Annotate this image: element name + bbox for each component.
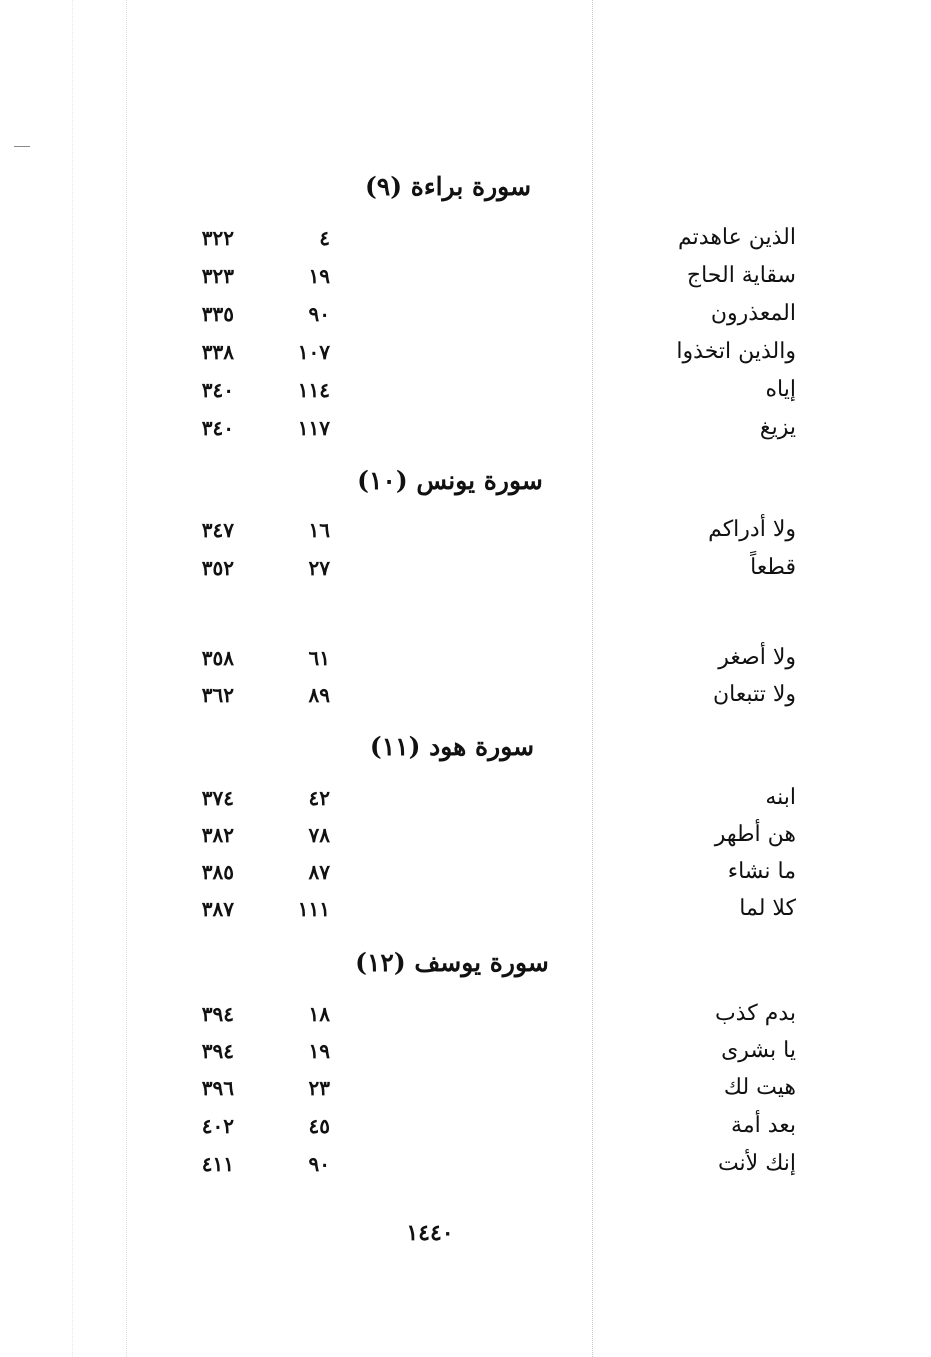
page-reference: ٣٨٢ (201, 823, 234, 847)
index-row (180, 782, 800, 818)
page-reference: ٣٢٣ (201, 264, 234, 288)
page-reference: ٣٥٢ (201, 556, 234, 580)
index-row (180, 260, 800, 296)
scan-mark (14, 146, 30, 147)
page-reference: ٣٣٨ (201, 340, 234, 364)
index-word: ولا أصغر (718, 645, 796, 670)
verse-number: ١١٤ (297, 378, 330, 402)
index-word: هيت لك (723, 1075, 796, 1100)
page-reference: ٤٠٢ (201, 1114, 234, 1138)
page-reference: ٣٧٤ (201, 786, 234, 810)
index-row (180, 679, 800, 715)
index-row (180, 1110, 800, 1146)
verse-number: ١٨ (308, 1002, 330, 1026)
index-row (180, 856, 800, 892)
index-word: بعد أمة (731, 1113, 796, 1138)
index-word: يا بشرى (721, 1038, 796, 1063)
page-reference: ٣٢٢ (201, 226, 234, 250)
verse-number: ٢٣ (308, 1076, 330, 1100)
page-reference: ٣٨٧ (201, 897, 234, 921)
index-row (180, 514, 800, 550)
section-title: سورة براءة (٩) (364, 172, 532, 201)
index-word: ولا أدراكم (708, 517, 796, 542)
index-word: بدم كذب (714, 1001, 796, 1026)
scan-dotted-line (72, 0, 73, 1357)
index-word: والذين اتخذوا (676, 339, 796, 364)
page-reference: ٣٨٥ (201, 860, 234, 884)
index-row (180, 998, 800, 1034)
verse-number: ٨٧ (308, 860, 330, 884)
page-number: ١٤٤٠ (406, 1220, 454, 1246)
section-title: سورة هود (١١) (369, 732, 535, 761)
page-reference: ٣٥٨ (201, 646, 234, 670)
index-row (180, 552, 800, 588)
verse-number: ٨٩ (308, 683, 330, 707)
verse-number: ٢٧ (308, 556, 330, 580)
page-reference: ٣٤٠ (201, 378, 234, 402)
verse-number: ١١١ (297, 897, 330, 921)
page-reference: ٣٩٦ (201, 1076, 234, 1100)
verse-number: ٤٢ (308, 786, 330, 810)
index-row (180, 1148, 800, 1184)
index-word: المعذرون (710, 301, 796, 326)
index-row (180, 1072, 800, 1108)
index-row (180, 336, 800, 372)
index-word: ابنه (765, 785, 796, 810)
index-row (180, 222, 800, 258)
verse-number: ٦١ (308, 646, 330, 670)
scan-dotted-line (126, 0, 127, 1357)
section-title: سورة يوسف (١٢) (355, 948, 549, 977)
verse-number: ٤ (319, 226, 330, 250)
verse-number: ١٩ (308, 1039, 330, 1063)
index-word: إنك لأنت (717, 1151, 796, 1176)
page-reference: ٣٦٢ (201, 683, 234, 707)
verse-number: ١٦ (308, 518, 330, 542)
index-row (180, 893, 800, 929)
index-word: يزيغ (759, 415, 796, 440)
section-title: سورة يونس (١٠) (357, 466, 543, 495)
verse-number: ١١٧ (297, 416, 330, 440)
verse-number: ٤٥ (308, 1114, 330, 1138)
page-reference: ٣٤٠ (201, 416, 234, 440)
index-word: إياه (765, 377, 796, 402)
verse-number: ٩٠ (308, 1152, 330, 1176)
verse-number: ١٠٧ (297, 340, 330, 364)
index-word: ولا تتبعان (712, 682, 796, 707)
page-reference: ٤١١ (201, 1152, 234, 1176)
index-word: كلا لما (739, 896, 796, 921)
page-reference: ٣٣٥ (201, 302, 234, 326)
index-row (180, 1035, 800, 1071)
page-reference: ٣٤٧ (201, 518, 234, 542)
page-reference: ٣٩٤ (201, 1002, 234, 1026)
index-row (180, 642, 800, 678)
index-row (180, 374, 800, 410)
index-word: الذين عاهدتم (678, 225, 796, 250)
verse-number: ٩٠ (308, 302, 330, 326)
index-word: ما نشاء (727, 859, 796, 884)
index-word: هن أطهر (714, 822, 796, 847)
index-row (180, 819, 800, 855)
verse-number: ١٩ (308, 264, 330, 288)
index-word: سقاية الحاج (686, 263, 796, 288)
index-row (180, 412, 800, 448)
verse-number: ٧٨ (308, 823, 330, 847)
page-reference: ٣٩٤ (201, 1039, 234, 1063)
index-row (180, 298, 800, 334)
index-word: قطعاً (750, 555, 796, 580)
